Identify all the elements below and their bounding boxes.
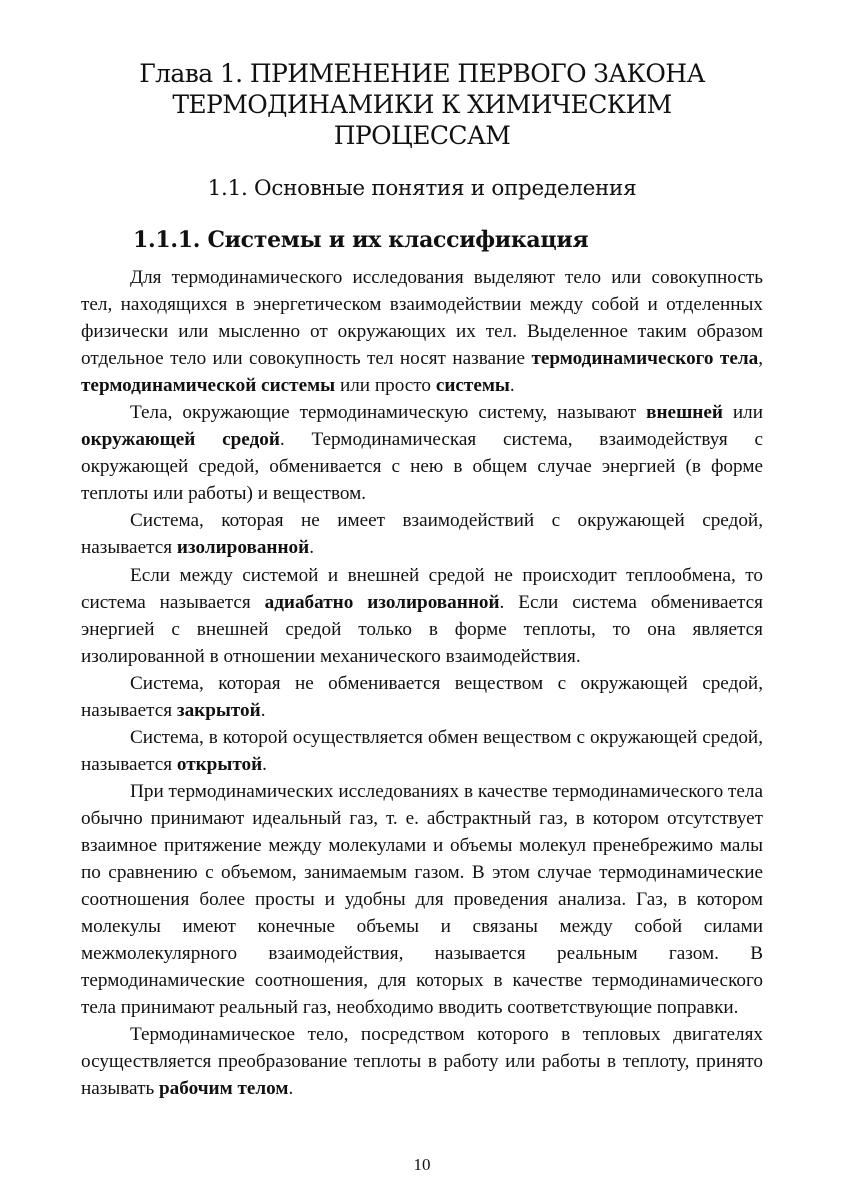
term-bold: окружающей средой <box>81 429 280 451</box>
text-run: Система, в которой осуществляется обмен веществом с окружающей средой, называется <box>81 726 763 775</box>
text-run: . <box>309 537 314 559</box>
paragraph-4 <box>81 562 763 670</box>
term-bold: внешней <box>646 402 723 424</box>
text-run: Система, которая не имеет взаимодействий с окружающей средой, называется <box>81 510 763 559</box>
chapter-title <box>81 58 763 151</box>
paragraph-3 <box>81 507 763 561</box>
paragraph-5 <box>81 670 763 724</box>
term-bold: термодинамического тела <box>531 348 759 370</box>
text-run: Тела, окружающие термодинамическую систему, называют <box>130 402 647 424</box>
text-run: . <box>260 699 266 721</box>
page-content <box>81 58 763 1102</box>
text-run: Термодинамическое тело, посредством которого в тепловых двигателях осуществляется преобразование теплоты в работу или работы в теплоту, принято называть <box>81 1024 763 1100</box>
paragraph-7 <box>81 778 763 1021</box>
term-bold: термодинамической системы <box>81 375 336 397</box>
term-bold: адиабатно изолированной <box>264 591 500 613</box>
page-number: 10 <box>413 1155 431 1174</box>
text-run: . <box>262 753 267 775</box>
term-bold: рабочим телом <box>159 1078 289 1100</box>
text-run: Если между системой и внешней средой не происходит теплообмена, то система называется <box>81 564 763 613</box>
text-run: . Термодинамическая система, взаимодействуя с окружающей средой, обменивается с нею в общем случае энергией (в форме теплоты или работы) и веществом. <box>81 429 763 505</box>
section-title: 1.1. Основные понятия и определения <box>207 176 637 201</box>
paragraph-6 <box>81 724 763 778</box>
text-run: Для термодинамического исследования выделяют тело или совокупность тел, находящихся в энергетическом взаимодействии между собой и отделенных физически или мысленно от окружающих их тел. Выделенное таким образом отдельное тело или совокупность тел носят название <box>81 267 763 370</box>
text-run: При термодинамических исследованиях в качестве термодинамического тела обычно принимают идеальный газ, т. е. абстрактный газ, в котором отсутствует взаимное притяжение между молекулами и объемы молекул пренебрежимо малы по сравнению с объемом, занимаемым газом. В этом случае термодинамические соотношения более просты и удобны для проведения анализа. Газ, в котором молекулы имеют конечные объемы и связаны между собой силами межмолекулярного взаимодействия, называется реальным газом. В термодинамические соотношения, для которых в качестве термодинамического тела принимают реальный газ, необходимо вводить соответствующие поправки. <box>81 780 763 1019</box>
paragraph-2 <box>81 399 763 507</box>
text-run: Система, которая не обменивается веществом с окружающей средой, называется <box>81 672 763 721</box>
chapter-title-line-1: Глава 1. ПРИМЕНЕНИЕ ПЕРВОГО ЗАКОНА <box>139 59 705 88</box>
term-bold: системы <box>435 375 510 397</box>
text-run: или <box>722 402 763 424</box>
paragraph-1 <box>81 264 763 399</box>
chapter-title-line-2: ТЕРМОДИНАМИКИ К ХИМИЧЕСКИМ ПРОЦЕССАМ <box>172 90 672 150</box>
text-run: . <box>509 375 515 397</box>
text-run: или просто <box>335 375 436 397</box>
term-bold: закрытой <box>176 699 261 721</box>
body-text <box>81 264 763 1102</box>
text-run: . <box>288 1078 294 1100</box>
term-bold: изолированной <box>176 537 310 559</box>
text-run: . Если система обменивается энергией с внешней средой только в форме теплоты, то она является изолированной в отношении механического взаимодействия. <box>81 591 763 667</box>
term-bold: открытой <box>176 753 263 775</box>
subsection-title: 1.1.1. Системы и их классификация <box>133 227 589 253</box>
text-run: , <box>758 348 763 370</box>
paragraph-8 <box>81 1021 763 1102</box>
